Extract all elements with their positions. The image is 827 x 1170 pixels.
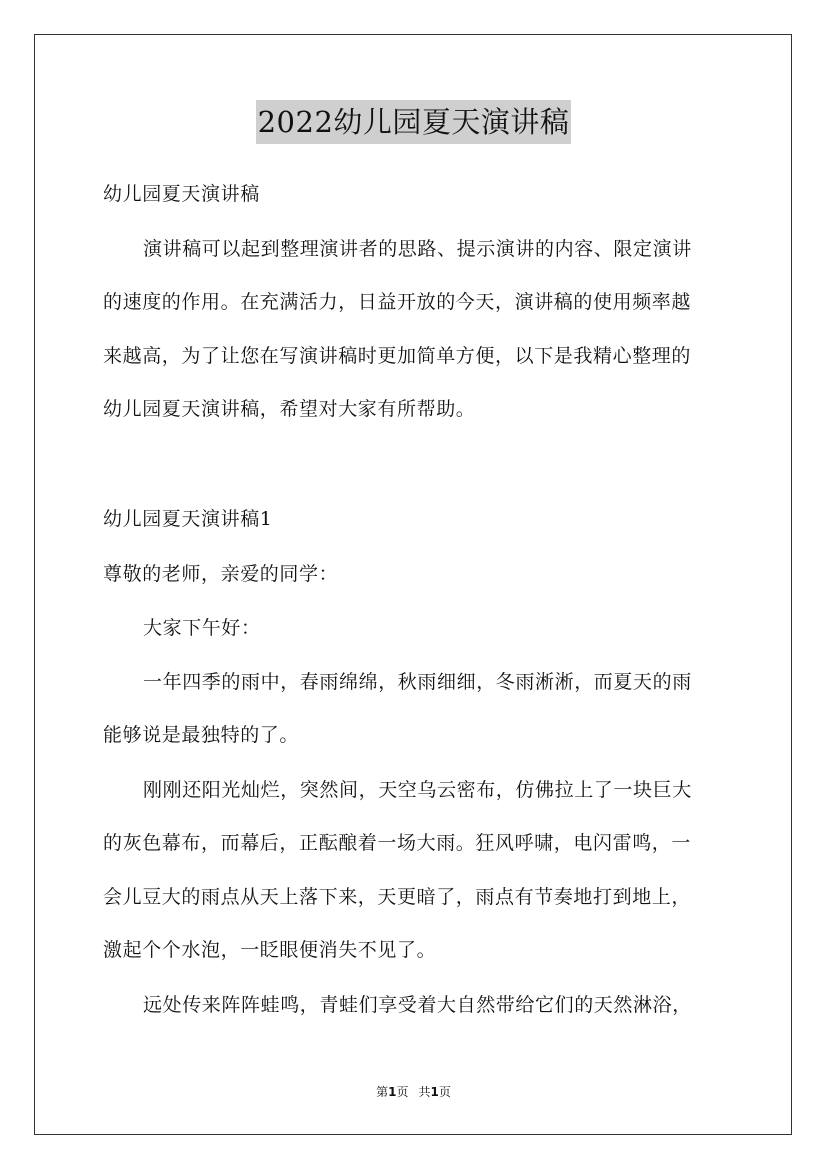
paragraph-line: 来越高，为了让您在写演讲稿时更加简单方便，以下是我精心整理的 <box>103 345 692 367</box>
footer-page-suffix: 页 <box>396 1085 409 1099</box>
paragraph-line: 会儿豆大的雨点从天上落下来，天更暗了，雨点有节奏地打到地上， <box>103 886 692 908</box>
paragraph-line: 能够说是最独特的了。 <box>103 724 300 746</box>
paragraph-line: 远处传来阵阵蛙鸣，青蛙们享受着大自然带给它们的天然淋浴， <box>143 994 692 1016</box>
section-heading: 幼儿园夏天演讲稿 <box>103 183 260 205</box>
footer-page-prefix: 第 <box>376 1085 389 1099</box>
paragraph-line: 幼儿园夏天演讲稿，希望对大家有所帮助。 <box>103 398 476 420</box>
footer-total-suffix: 页 <box>438 1085 451 1099</box>
paragraph-line: 的速度的作用。在充满活力，日益开放的今天，演讲稿的使用频率越 <box>103 291 692 313</box>
footer-total-number: 1 <box>430 1085 439 1099</box>
section-heading: 幼儿园夏天演讲稿1 <box>103 508 273 530</box>
footer-page-number: 1 <box>388 1085 397 1099</box>
paragraph-line: 一年四季的雨中，春雨绵绵，秋雨细细，冬雨淅淅，而夏天的雨 <box>143 671 692 693</box>
salutation-line: 尊敬的老师，亲爱的同学： <box>103 563 339 585</box>
paragraph-line: 的灰色幕布，而幕后，正酝酿着一场大雨。狂风呼啸，电闪雷鸣，一 <box>103 832 692 854</box>
document-title: 2022幼儿园夏天演讲稿 <box>256 100 572 144</box>
page-footer <box>0 1084 827 1100</box>
paragraph-line: 激起个个水泡，一眨眼便消失不见了。 <box>103 939 437 961</box>
paragraph-line: 刚刚还阳光灿烂，突然间，天空乌云密布，仿佛拉上了一块巨大 <box>143 779 692 801</box>
title-container <box>0 100 827 144</box>
greeting-line: 大家下午好： <box>143 617 261 639</box>
paragraph-line: 演讲稿可以起到整理演讲者的思路、提示演讲的内容、限定演讲 <box>143 238 692 260</box>
footer-total-prefix: 共 <box>418 1085 431 1099</box>
